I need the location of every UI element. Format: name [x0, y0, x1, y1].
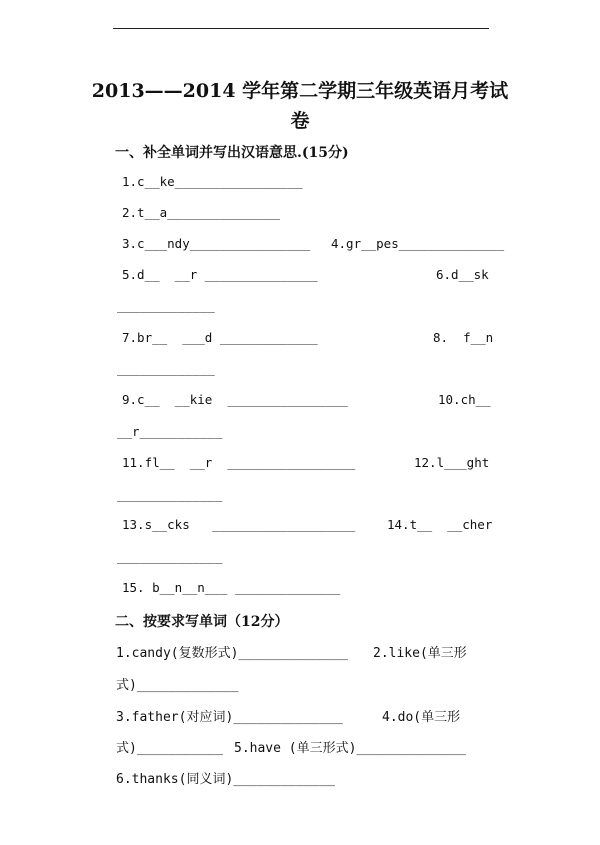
item-11: 11.fl__ __r _________________ [122, 455, 356, 470]
item-8-blank: _____________ [117, 361, 215, 376]
item-15: 15. b__n__n___ ______________ [122, 580, 341, 595]
exam-title-line1: 2013——2014 学年第二学期三年级英语月考试 [91, 80, 509, 102]
s2-item-2-cont: 式)_____________ [116, 678, 239, 693]
item-2: 2.t__a_______________ [122, 205, 281, 220]
item-9: 9.c__ __kie ________________ [122, 392, 348, 407]
item-6-blank: _____________ [117, 298, 215, 313]
item-8: 8. f__n [433, 330, 494, 345]
section1-heading: 一、补全单词并写出汉语意思.(15分) [115, 145, 349, 161]
item-10: 10.ch__ [438, 392, 491, 407]
s2-item-4-cont: 式)___________ [116, 741, 223, 756]
item-5: 5.d__ __r _______________ [122, 267, 318, 282]
s2-item-6: 6.thanks(同义词)_____________ [116, 772, 336, 787]
section2-heading: 二、按要求写单词（12分） [115, 614, 289, 630]
item-4: 4.gr__pes______________ [331, 236, 505, 251]
s2-item-1: 1.candy(复数形式)______________ [116, 646, 349, 661]
item-13: 13.s__cks ___________________ [122, 517, 356, 532]
exam-title-line2: 卷 [290, 110, 310, 132]
item-6: 6.d__sk [436, 267, 489, 282]
top-rule [113, 28, 489, 29]
item-12-blank: ______________ [117, 487, 223, 502]
item-1: 1.c__ke_________________ [122, 174, 303, 189]
s2-item-3: 3.father(对应词)______________ [116, 710, 343, 725]
item-7: 7.br__ ___d _____________ [122, 330, 318, 345]
item-12: 12.l___ght [414, 455, 490, 470]
s2-item-5: 5.have (单三形式)______________ [234, 741, 467, 756]
s2-item-2: 2.like(单三形 [373, 646, 467, 661]
item-10-blank: __r___________ [117, 424, 223, 439]
s2-item-4: 4.do(单三形 [382, 710, 461, 725]
item-14-blank: ______________ [117, 549, 223, 564]
item-3: 3.c___ndy________________ [122, 236, 311, 251]
item-14: 14.t__ __cher [387, 517, 493, 532]
